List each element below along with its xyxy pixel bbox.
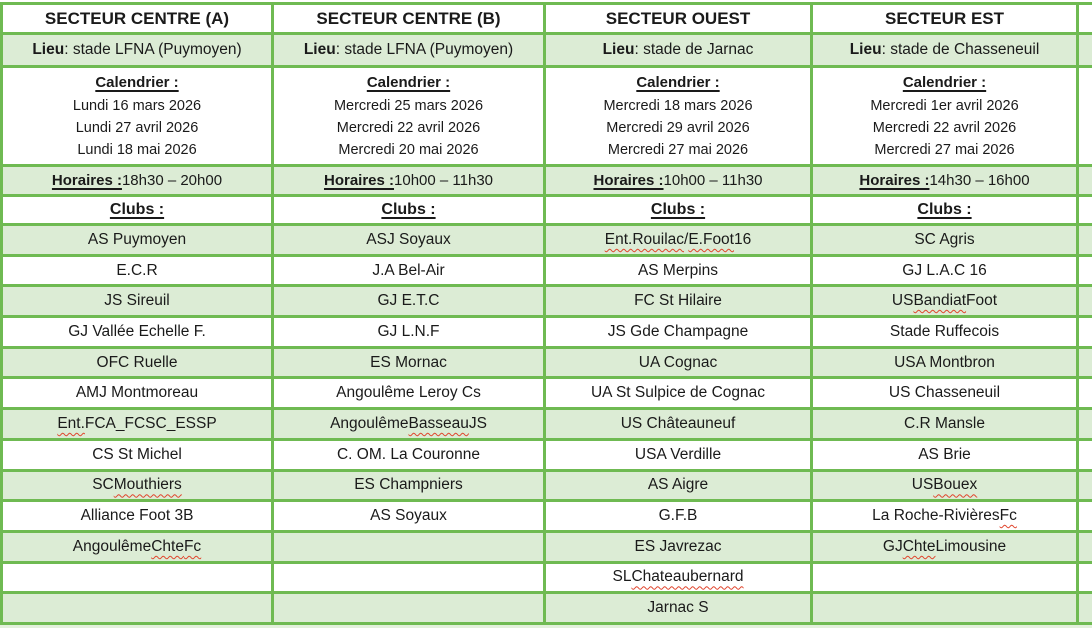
edge-sliver-cell: [1079, 410, 1092, 438]
club-name-part: Angoulême: [330, 414, 409, 432]
club-cell: [3, 502, 271, 530]
edge-sliver-cell: [1079, 257, 1092, 285]
club-cell: [546, 287, 810, 315]
club-cell: [813, 533, 1076, 561]
club-name-part: ES Javrezac: [634, 537, 722, 555]
calendar-cell-centre-a: [3, 68, 271, 164]
club-name-part: Limousine: [935, 537, 1007, 555]
club-cell: [3, 287, 271, 315]
club-cell: [546, 318, 810, 346]
club-name-part: JS Gde Champagne: [607, 322, 749, 340]
club-name-part: JS Sireuil: [104, 292, 170, 310]
club-cell: [546, 564, 810, 592]
club-name-part: SC Agris: [914, 230, 975, 248]
club-name-part: Angoulême: [72, 537, 152, 555]
calendar-date: Mercredi 20 mai 2026: [338, 142, 479, 158]
club-name-misspelled-part: Chte: [151, 537, 184, 555]
club-cell: [274, 257, 543, 285]
club-name-part: SC: [92, 476, 114, 494]
club-cell: [813, 287, 1076, 315]
club-name-part: ES Mornac: [370, 353, 447, 371]
club-cell: [274, 349, 543, 377]
club-cell: [546, 533, 810, 561]
club-name-misspelled-part: Rouilac: [632, 230, 685, 248]
club-name-part: AMJ Montmoreau: [75, 384, 199, 402]
club-cell: [813, 318, 1076, 346]
lieu-cell-ouest: [546, 35, 810, 65]
club-name-part: AS Soyaux: [370, 507, 447, 525]
club-cell: [274, 226, 543, 254]
club-cell: [813, 502, 1076, 530]
club-cell: [546, 594, 810, 622]
club-name-misspelled-part: Fc: [999, 507, 1017, 525]
club-cell: [274, 564, 543, 592]
clubs-label: Clubs :: [109, 201, 165, 218]
club-name-part: FCA_FCSC_ESSP: [84, 414, 217, 432]
lieu-cell-centre-a: [3, 35, 271, 65]
clubs-label: Clubs :: [650, 201, 706, 218]
club-cell: [813, 594, 1076, 622]
clubs-header-cell-centre-b: [274, 197, 543, 223]
club-cell: [274, 502, 543, 530]
club-name-part: Alliance Foot 3B: [80, 507, 194, 525]
sector-schedule-table: [0, 2, 1092, 625]
sector-header-centre-a: SECTEUR CENTRE (A): [3, 5, 271, 32]
club-cell: [3, 410, 271, 438]
clubs-label: Clubs :: [381, 201, 436, 218]
club-name-part: AS Merpins: [637, 261, 719, 279]
club-name-part: OFC Ruelle: [96, 353, 178, 371]
lieu-value: : stade LFNA (Puymoyen): [64, 41, 242, 58]
club-name-part: FC St Hilaire: [634, 292, 722, 310]
club-cell: [813, 257, 1076, 285]
edge-sliver-cell: [1079, 167, 1092, 194]
hours-cell-ouest: [546, 167, 810, 194]
club-cell: [546, 349, 810, 377]
club-cell: [3, 472, 271, 500]
club-name-part: GJ: [882, 537, 903, 555]
club-cell: [813, 472, 1076, 500]
club-cell: [274, 379, 543, 407]
club-cell: [546, 502, 810, 530]
club-name-part: SL: [612, 568, 632, 586]
club-name-misspelled-part: E.Foot: [688, 230, 734, 248]
club-name-part: C.R Mansle: [904, 414, 985, 432]
club-name-part: US Chasseneuil: [888, 384, 1001, 402]
calendar-date: Mercredi 29 avril 2026: [606, 120, 750, 136]
club-name-part: GJ L.N.F: [377, 322, 440, 340]
club-cell: [3, 349, 271, 377]
club-name-part: /: [684, 230, 689, 248]
club-cell: [3, 441, 271, 469]
club-name-part: J.A Bel-Air: [372, 261, 445, 279]
club-cell: [3, 594, 271, 622]
club-name-part: US: [891, 292, 914, 310]
club-name-part: 16: [734, 230, 752, 248]
calendar-cell-centre-b: [274, 68, 543, 164]
calendar-date: Mercredi 22 avril 2026: [872, 120, 1017, 136]
club-name-part: UA St Sulpice de Cognac: [590, 384, 766, 402]
club-cell: [274, 533, 543, 561]
club-cell: [546, 379, 810, 407]
sector-header-ouest: SECTEUR OUEST: [546, 5, 810, 32]
calendar-label: Calendrier :: [636, 74, 720, 91]
hours-value: 10h00 – 11h30: [663, 172, 763, 189]
club-cell: [546, 472, 810, 500]
club-name-part: USA Verdille: [634, 445, 722, 463]
club-cell: [546, 410, 810, 438]
club-name-part: US Châteauneuf: [620, 414, 736, 432]
edge-sliver-cell: [1079, 226, 1092, 254]
club-cell: [813, 441, 1076, 469]
calendar-date: Mercredi 1er avril 2026: [870, 98, 1019, 114]
club-cell: [813, 226, 1076, 254]
club-name-misspelled-part: Chateaubernard: [631, 568, 744, 586]
calendar-date: Lundi 27 avril 2026: [75, 120, 199, 136]
hours-value: 10h00 – 11h30: [394, 172, 494, 189]
club-name-part: CS St Michel: [92, 445, 182, 463]
club-cell: [274, 410, 543, 438]
club-name-part: La Roche-Rivières: [872, 507, 1000, 525]
edge-sliver-cell: [1079, 35, 1092, 65]
club-name-part: GJ L.A.C 16: [902, 261, 987, 279]
edge-sliver-cell: [1079, 349, 1092, 377]
club-name-misspelled-part: Basseau: [408, 414, 469, 432]
sector-header-est: SECTEUR EST: [813, 5, 1076, 32]
clubs-header-cell-ouest: [546, 197, 810, 223]
club-cell: [546, 257, 810, 285]
hours-cell-centre-b: [274, 167, 543, 194]
club-name-part: AS Brie: [918, 445, 971, 463]
hours-value: 14h30 – 16h00: [929, 172, 1030, 189]
club-name-part: US: [911, 476, 934, 494]
club-name-part: ASJ Soyaux: [366, 230, 451, 248]
club-name-part: Jarnac S: [647, 599, 709, 617]
sector-header-centre-b: SECTEUR CENTRE (B): [274, 5, 543, 32]
calendar-date: Mercredi 22 avril 2026: [336, 120, 481, 136]
lieu-value: : stade de Chasseneuil: [881, 41, 1040, 58]
edge-sliver-cell: [1079, 472, 1092, 500]
calendar-cell-ouest: [546, 68, 810, 164]
calendar-label: Calendrier :: [366, 74, 451, 91]
club-cell: [3, 379, 271, 407]
hours-label: Horaires :: [51, 172, 122, 189]
club-cell: [546, 226, 810, 254]
club-cell: [274, 594, 543, 622]
edge-sliver-cell: [1079, 287, 1092, 315]
club-name-misspelled-part: Fc: [183, 537, 202, 555]
club-cell: [813, 379, 1076, 407]
hours-cell-centre-a: [3, 167, 271, 194]
hours-label: Horaires :: [593, 172, 664, 189]
club-name-misspelled-part: Ent.: [604, 230, 633, 248]
hours-cell-est: [813, 167, 1076, 194]
club-name-part: Stade Ruffecois: [889, 322, 1000, 340]
club-cell: [274, 441, 543, 469]
club-name-part: Foot: [966, 292, 998, 310]
edge-sliver-cell: [1079, 594, 1092, 622]
calendar-date: Mercredi 27 mai 2026: [607, 142, 749, 158]
lieu-cell-est: [813, 35, 1076, 65]
edge-sliver-cell: [1079, 564, 1092, 592]
lieu-value: : stade LFNA (Puymoyen): [335, 41, 514, 58]
club-cell: [3, 318, 271, 346]
hours-label: Horaires :: [859, 172, 930, 189]
clubs-label: Clubs :: [917, 201, 972, 218]
club-cell: [3, 257, 271, 285]
club-name-part: Angoulême Leroy Cs: [336, 384, 481, 402]
club-name-part: ES Champniers: [354, 476, 463, 494]
calendar-date: Mercredi 27 mai 2026: [874, 142, 1015, 158]
club-cell: [813, 410, 1076, 438]
club-cell: [813, 349, 1076, 377]
calendar-label: Calendrier :: [902, 74, 987, 91]
club-name-part: AS Aigre: [647, 476, 709, 494]
edge-sliver-cell: [1079, 502, 1092, 530]
clubs-header-cell-centre-a: [3, 197, 271, 223]
club-cell: [3, 533, 271, 561]
calendar-cell-est: [813, 68, 1076, 164]
club-name-misspelled-part: Bouex: [933, 476, 978, 494]
calendar-label: Calendrier :: [95, 74, 179, 91]
edge-sliver-cell: [1079, 68, 1092, 164]
edge-sliver-cell: [1079, 533, 1092, 561]
club-name-part: GJ Vallée Echelle F.: [68, 322, 206, 340]
edge-sliver-cell: [1079, 318, 1092, 346]
edge-sliver-cell: [1079, 379, 1092, 407]
club-name-misspelled-part: Bandiat: [913, 292, 967, 310]
club-name-part: AS Puymoyen: [87, 230, 187, 248]
club-name-misspelled-part: Ent.: [57, 414, 85, 432]
lieu-label: Lieu: [849, 41, 882, 58]
club-name-part: JS: [468, 414, 487, 432]
club-name-part: USA Montbron: [894, 353, 995, 371]
club-cell: [813, 564, 1076, 592]
club-name-part: UA Cognac: [638, 353, 718, 371]
club-name-part: G.F.B: [658, 507, 698, 525]
club-name-misspelled-part: Mouthiers: [113, 476, 182, 494]
lieu-label: Lieu: [602, 41, 635, 58]
club-name-misspelled-part: Chte: [902, 537, 936, 555]
calendar-date: Mercredi 25 mars 2026: [333, 98, 484, 114]
club-cell: [3, 226, 271, 254]
calendar-date: Lundi 18 mai 2026: [77, 142, 197, 158]
clubs-header-cell-est: [813, 197, 1076, 223]
club-cell: [3, 564, 271, 592]
edge-sliver-cell: [1079, 5, 1092, 32]
club-name-part: C. OM. La Couronne: [336, 445, 480, 463]
club-name-part: E.C.R: [116, 261, 158, 279]
calendar-date: Lundi 16 mars 2026: [72, 98, 202, 114]
lieu-label: Lieu: [303, 41, 336, 58]
lieu-cell-centre-b: [274, 35, 543, 65]
edge-sliver-cell: [1079, 441, 1092, 469]
lieu-value: : stade de Jarnac: [634, 41, 754, 58]
club-cell: [274, 472, 543, 500]
club-cell: [546, 441, 810, 469]
hours-value: 18h30 – 20h00: [121, 172, 223, 189]
club-cell: [274, 318, 543, 346]
club-name-part: GJ E.T.C: [377, 292, 440, 310]
club-cell: [274, 287, 543, 315]
lieu-label: Lieu: [32, 41, 65, 58]
calendar-date: Mercredi 18 mars 2026: [603, 98, 753, 114]
edge-sliver-cell: [1079, 197, 1092, 223]
hours-label: Horaires :: [323, 172, 395, 189]
